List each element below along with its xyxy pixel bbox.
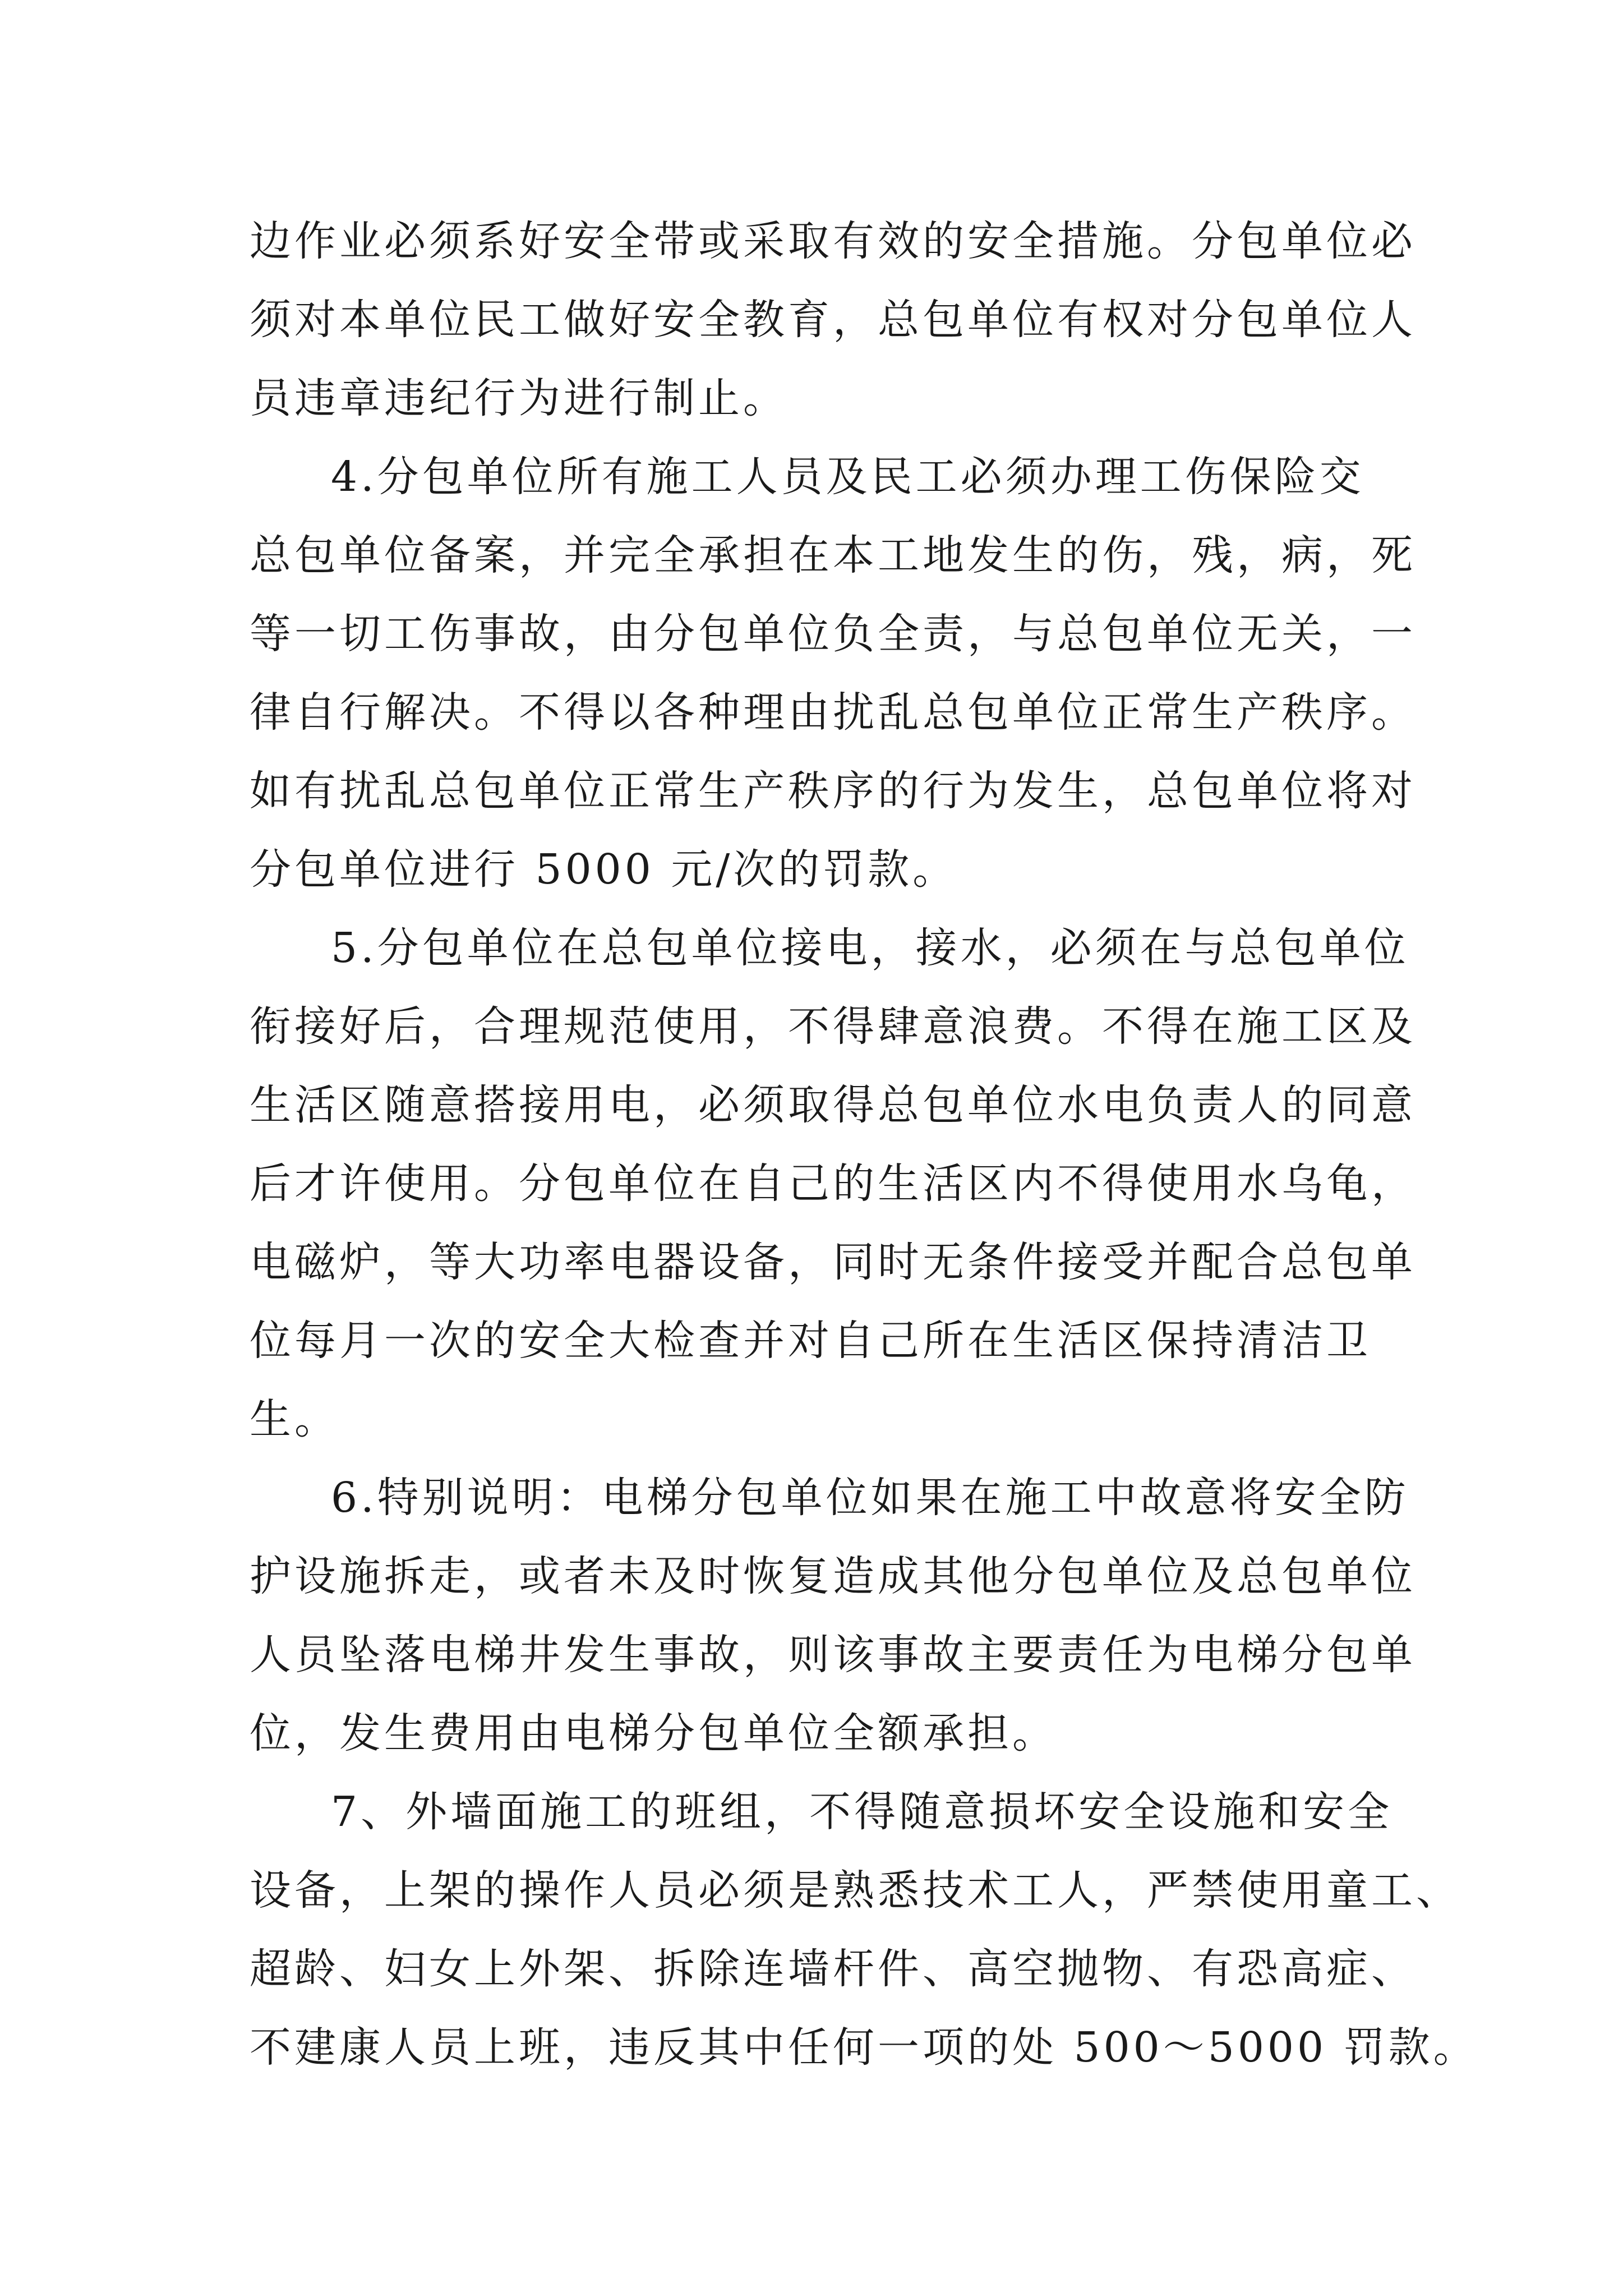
text-line: 生活区随意搭接用电，必须取得总包单位水电负责人的同意 [250,1081,1416,1129]
text-line: 电磁炉，等大功率电器设备，同时无条件接受并配合总包单 [250,1238,1416,1286]
text-line: 总包单位备案，并完全承担在本工地发生的伤，残，病，死 [250,531,1416,579]
text-line: 设备，上架的操作人员必须是熟悉技术工人，严禁使用童工、 [250,1866,1461,1915]
text-line: 5.分包单位在总包单位接电，接水，必须在与总包单位 [331,924,1409,972]
text-line: 生。 [250,1395,339,1443]
text-line: 7、外墙面施工的班组，不得随意损坏安全设施和安全 [331,1788,1393,1836]
text-line: 位，发生费用由电梯分包单位全额承担。 [250,1709,1057,1757]
text-line: 超龄、妇女上外架、拆除连墙杆件、高空抛物、有恐高症、 [250,1945,1416,1993]
text-line: 须对本单位民工做好安全教育，总包单位有权对分包单位人 [250,296,1416,344]
text-line: 位每月一次的安全大检查并对自己所在生活区保持清洁卫 [250,1317,1371,1365]
text-line: 如有扰乱总包单位正常生产秩序的行为发生，总包单位将对 [250,767,1416,815]
text-line: 后才许使用。分包单位在自己的生活区内不得使用水乌龟， [250,1159,1416,1208]
text-line: 不建康人员上班，违反其中任何一项的处 500～5000 罚款。 [250,2023,1478,2072]
text-line: 4.分包单位所有施工人员及民工必须办理工伤保险交 [331,453,1364,501]
text-line: 员违章违纪行为进行制止。 [250,374,788,422]
text-line: 6.特别说明：电梯分包单位如果在施工中故意将安全防 [331,1474,1409,1522]
text-line: 护设施拆走，或者未及时恢复造成其他分包单位及总包单位 [250,1552,1416,1600]
text-line: 边作业必须系好安全带或采取有效的安全措施。分包单位必 [250,217,1416,265]
text-line: 律自行解决。不得以各种理由扰乱总包单位正常生产秩序。 [250,688,1416,737]
text-line: 人员坠落电梯井发生事故，则该事故主要责任为电梯分包单 [250,1631,1416,1679]
text-line: 衔接好后，合理规范使用，不得肆意浪费。不得在施工区及 [250,1002,1416,1051]
text-line: 等一切工伤事故，由分包单位负全责，与总包单位无关，一 [250,610,1416,658]
text-line: 分包单位进行 5000 元/次的罚款。 [250,845,958,894]
